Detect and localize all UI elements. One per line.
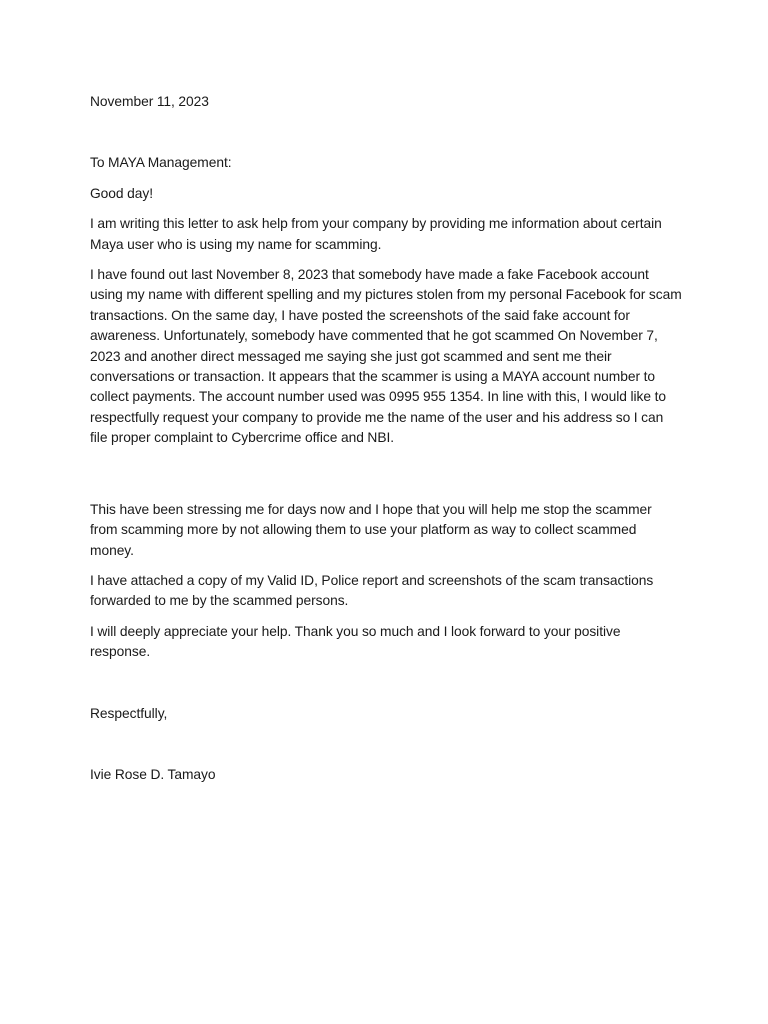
letter-date: November 11, 2023 — [90, 94, 209, 109]
letter-salutation: To MAYA Management: — [90, 155, 232, 171]
letter-paragraph-1: I am writing this letter to ask help from your company by providing me information about certain Maya user who is using my name for scamming. — [90, 216, 662, 252]
letter-paragraph-3: This have been stressing me for days now and I hope that you will help me stop the scammer from scamming more by not allowing them to use your platform as way to collect scammed money. — [90, 501, 652, 558]
letter-paragraph-2: I have found out last November 8, 2023 that somebody have made a fake Facebook account using my name with different spelling and my pictures stolen from my personal Facebook for scam transactions. On the same day, I have posted the screenshots of the said fake account for awareness. Unfortunately, somebody have commented that he got scammed On November 7, 2023 and another direct messaged me saying she just got scammed and sent me their conversations or transaction. It appears that the scammer is using a MAYA account number to collect payments. The account number used was 0995 955 1354. In line with this, I would like to respectfully request your company to provide me the name of the user and his address so I can file proper complaint to Cybercrime office and NBI. — [90, 267, 682, 446]
letter-page — [90, 92, 682, 785]
letter-paragraph-4: I have attached a copy of my Valid ID, Police report and screenshots of the scam transactions forwarded to me by the scammed persons. — [90, 572, 654, 609]
letter-paragraph-5: I will deeply appreciate your help. Thank you so much and I look forward to your positive response. — [90, 623, 621, 660]
letter-greeting: Good day! — [90, 185, 154, 201]
letter-signature-name: Ivie Rose D. Tamayo — [90, 766, 216, 782]
letter-closing: Respectfully, — [90, 705, 168, 721]
